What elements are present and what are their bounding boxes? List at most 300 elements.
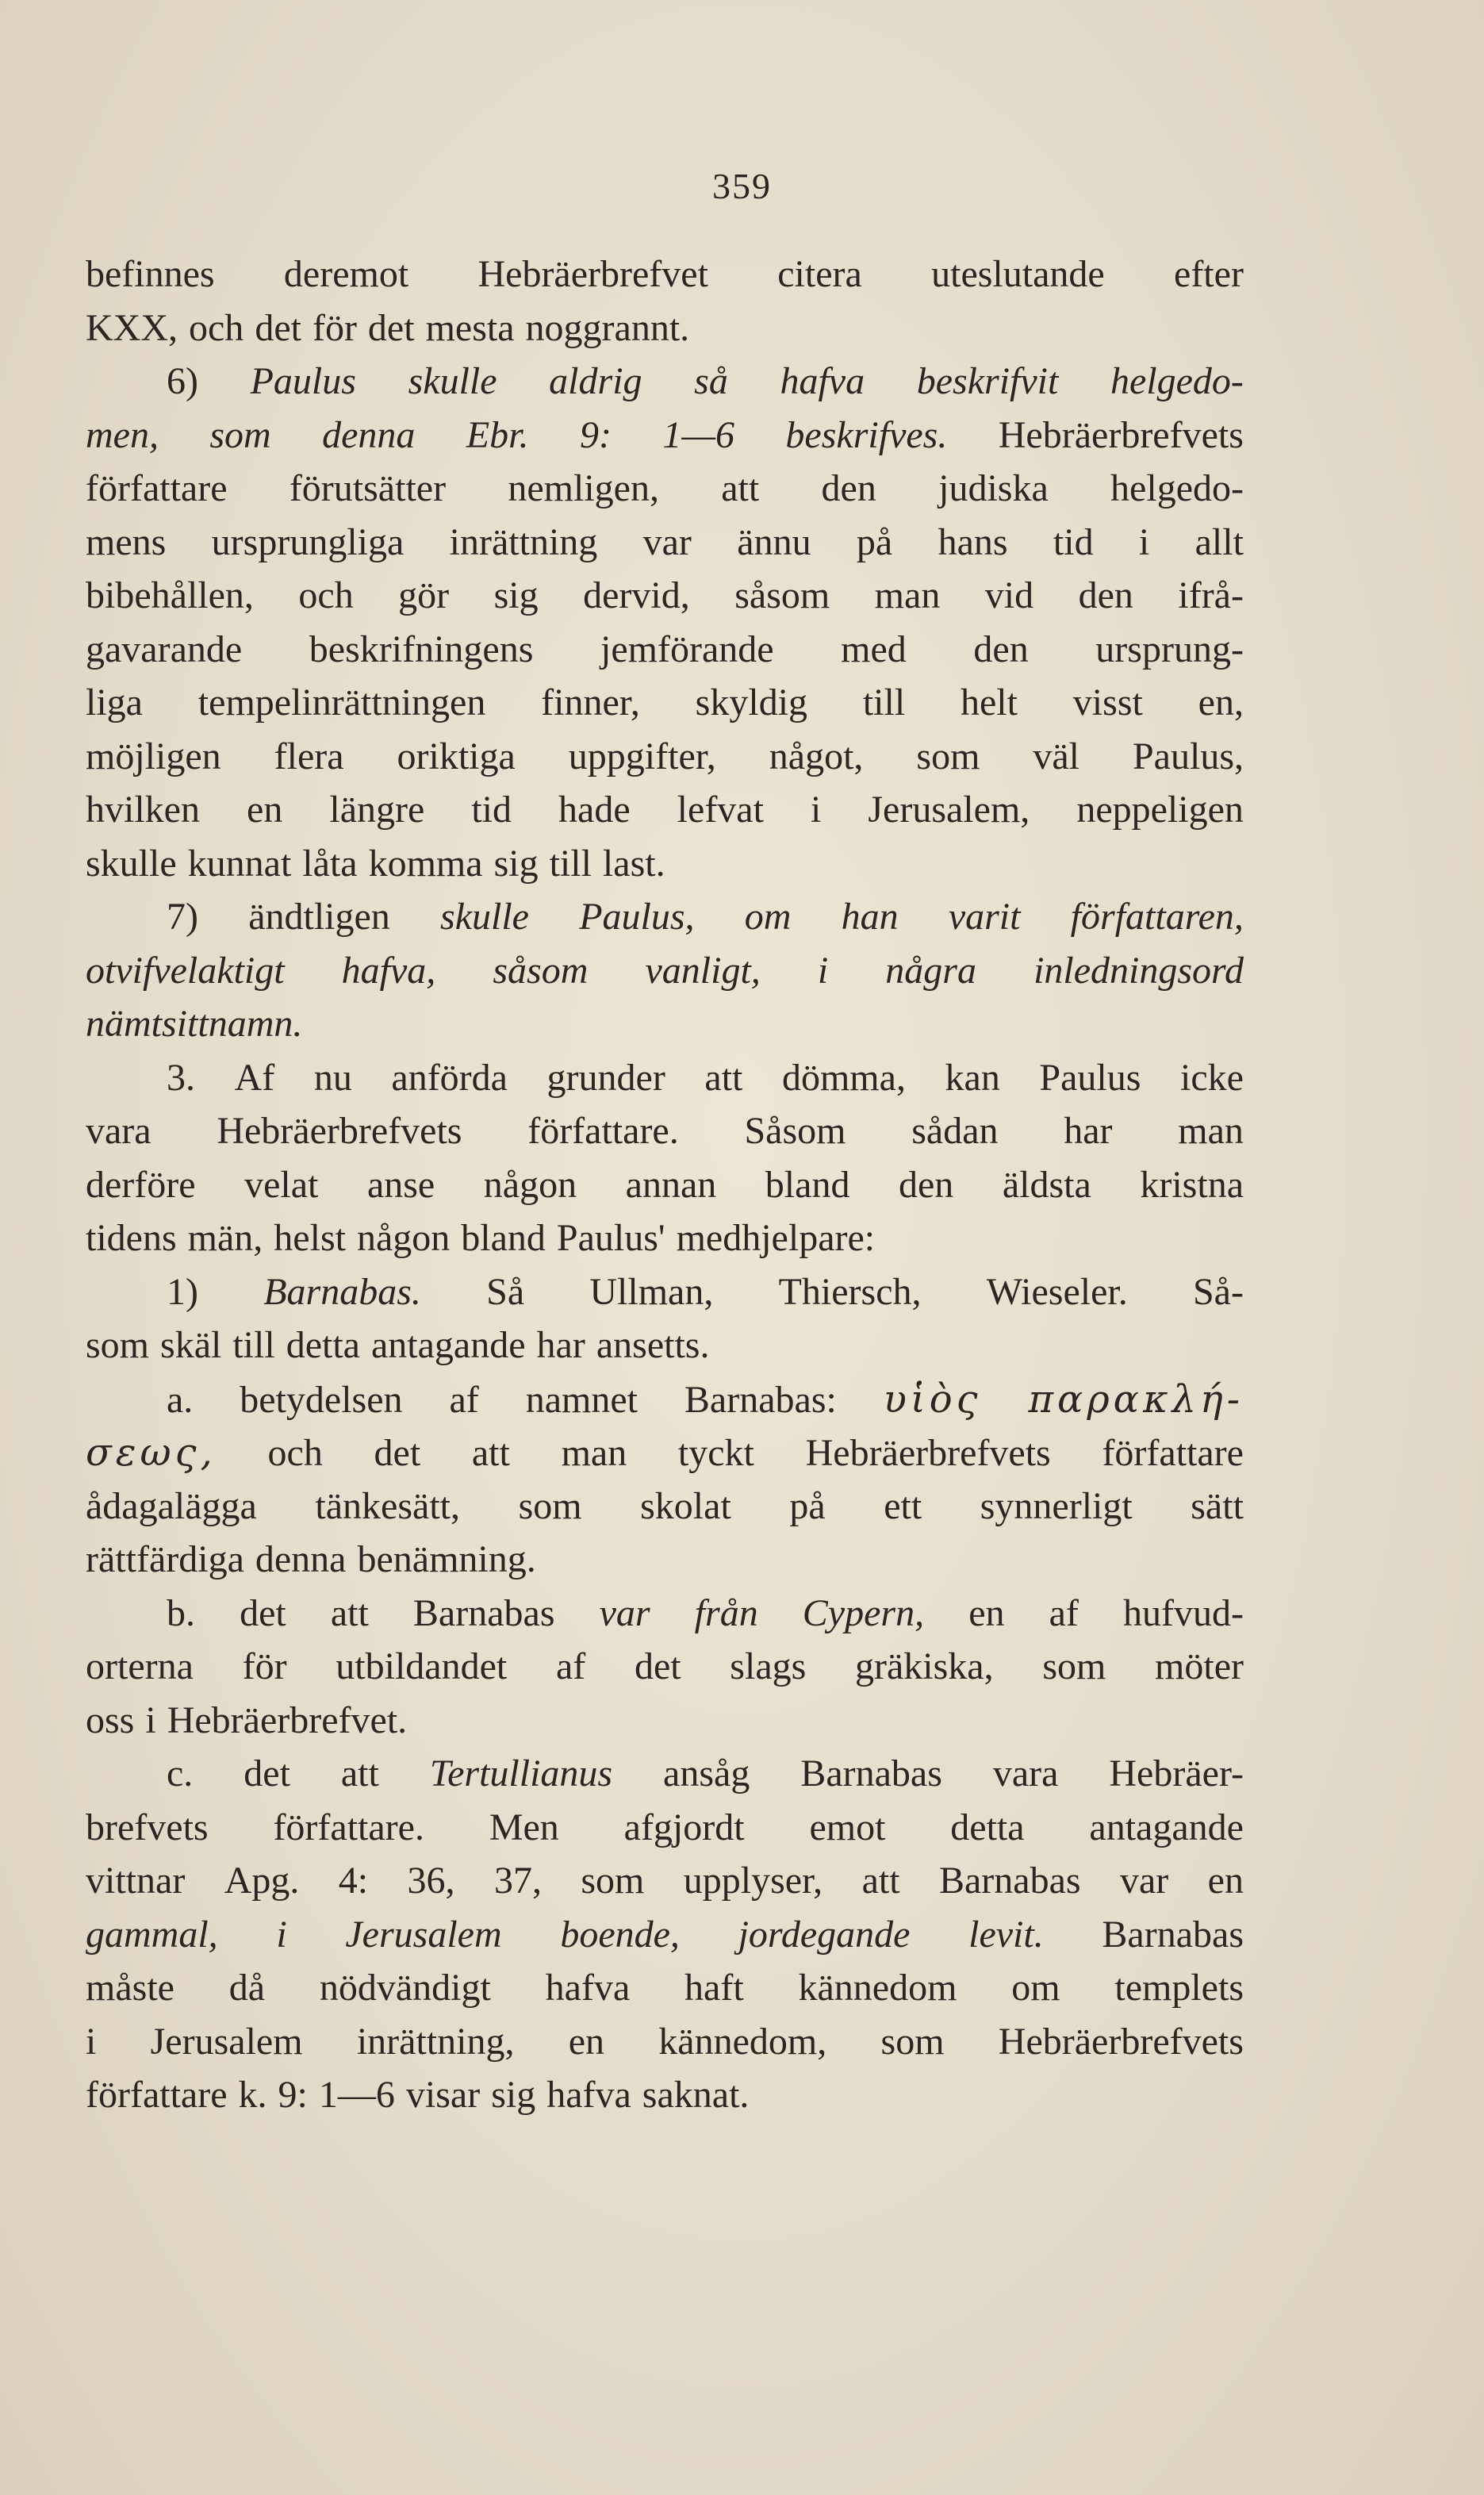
word: bland [461, 1217, 546, 1259]
word: upplyser, [683, 1860, 823, 1902]
word: denna [255, 1538, 347, 1580]
word: man [874, 574, 941, 616]
word: medhjelpare: [676, 1217, 876, 1259]
word: författare [86, 467, 228, 509]
word: som [916, 735, 980, 777]
word: som [86, 1324, 150, 1366]
italic-word: vanligt, [645, 949, 761, 992]
italic-word: beskrifves. [785, 413, 948, 456]
italic-word: inledningsord [1033, 949, 1244, 992]
word: ansetts. [596, 1324, 710, 1366]
word: kunnat [187, 842, 292, 885]
text-line [86, 1966, 1244, 2020]
word: män, [187, 1217, 263, 1259]
word: Jerusalem, [868, 789, 1030, 831]
word: vid [984, 574, 1034, 616]
word: till [549, 842, 592, 885]
word: brefvets [86, 1806, 209, 1848]
word: ifrå- [1178, 574, 1244, 616]
word: af [555, 1645, 586, 1687]
word: dervid, [583, 574, 690, 616]
word: 36, [407, 1860, 455, 1902]
word: Ullman, [589, 1270, 714, 1313]
italic-word: beskrifvit [916, 360, 1059, 402]
word: för [242, 1645, 287, 1687]
word: om [1011, 1967, 1060, 2009]
word: komma [368, 842, 483, 885]
word: inrättning [449, 520, 598, 563]
word: den [1078, 574, 1133, 616]
word: som [1042, 1645, 1106, 1687]
word: längre [329, 789, 425, 831]
word: Hebräerbrefvets [998, 413, 1244, 456]
word: det [634, 1645, 681, 1687]
word: gavarande [86, 628, 243, 670]
text-line [86, 252, 1244, 306]
word: då [228, 1967, 266, 2009]
word: att [471, 1432, 510, 1474]
word: derföre [86, 1163, 196, 1206]
word: Hebräerbrefvet. [167, 1699, 408, 1741]
word: betydelsen [240, 1378, 403, 1421]
word: såsom [734, 574, 830, 616]
word: sig [493, 574, 539, 616]
word: en [968, 1591, 1005, 1634]
word: tyckt [677, 1432, 754, 1474]
text-line [86, 1377, 1244, 1431]
word: Paulus' [556, 1217, 665, 1259]
word: för [312, 306, 357, 349]
word: befinnes [86, 253, 215, 295]
word: 9: [278, 2074, 308, 2116]
italic-word: namn. [208, 1003, 303, 1045]
word: författare [86, 2074, 228, 2116]
italic-word: helgedo- [1110, 360, 1244, 402]
text-line [86, 628, 1244, 681]
text-line [86, 466, 1244, 520]
word: kan [945, 1056, 1000, 1099]
word: någon [356, 1217, 451, 1259]
word: vara [992, 1752, 1059, 1794]
word: kännedom, [658, 2020, 827, 2063]
word: tid [1053, 520, 1094, 563]
italic-word: författaren, [1070, 896, 1244, 938]
word: att [330, 1591, 369, 1634]
word: anförda [391, 1056, 508, 1099]
word: Hebräer- [1109, 1752, 1244, 1794]
word: hvilken [86, 789, 200, 831]
word: detta [286, 1324, 360, 1366]
italic-word: såsom [493, 949, 589, 992]
word: Barnabas: [684, 1378, 837, 1421]
word: 7) [167, 896, 198, 938]
word: en [568, 2020, 605, 2063]
italic-word: Barnabas. [263, 1270, 421, 1313]
word: hafva [546, 2074, 631, 2116]
italic-word: från [694, 1591, 758, 1634]
text-line [86, 1806, 1244, 1860]
word: hans [938, 520, 1008, 563]
word: velat [244, 1163, 319, 1206]
word: var [642, 520, 692, 563]
word: emot [809, 1806, 886, 1848]
word: liga [86, 681, 143, 724]
word: att [861, 1860, 900, 1902]
greek-word: παρακλή- [1028, 1376, 1244, 1422]
word: haft [684, 1967, 744, 2009]
text-line [86, 1913, 1244, 1967]
word: oriktiga [397, 735, 516, 777]
word: som [880, 2020, 945, 2063]
word: på [789, 1484, 826, 1527]
word: Paulus [1039, 1056, 1141, 1099]
text-line [86, 1163, 1244, 1217]
word: 37, [493, 1860, 542, 1902]
word: den [898, 1163, 954, 1206]
word: ansåg [663, 1752, 750, 1794]
italic-word: i [817, 949, 829, 992]
word: Barnabas [1102, 1913, 1244, 1956]
italic-word: var [599, 1591, 650, 1634]
word: Af [234, 1056, 275, 1099]
greek-word: υἱὸς [883, 1376, 982, 1422]
word: efter [1174, 253, 1244, 295]
italic-word: skulle [440, 896, 529, 938]
word: Barnabas [412, 1591, 555, 1634]
word: orterna [86, 1645, 194, 1687]
word: utbildandet [336, 1645, 508, 1687]
word: det [243, 1752, 290, 1794]
word: af [1049, 1591, 1079, 1634]
word: 3. [167, 1056, 195, 1099]
word: den [973, 628, 1029, 670]
word: förutsätter [289, 467, 447, 509]
word: har [536, 1324, 585, 1366]
word: ändtligen [248, 896, 390, 938]
word: lefvat [677, 789, 764, 831]
word: Thiersch, [778, 1270, 922, 1313]
word: 6) [167, 360, 198, 402]
word: c. [167, 1752, 194, 1794]
word: Wieseler. [986, 1270, 1128, 1313]
word: till [232, 1324, 275, 1366]
word: nu [313, 1056, 352, 1099]
word: uppgifter, [568, 735, 716, 777]
word: judiska [938, 467, 1049, 509]
word: hufvud- [1122, 1591, 1244, 1634]
word: en [1207, 1860, 1244, 1902]
word: 1—6 [318, 2074, 395, 2116]
word: tid [471, 789, 512, 831]
word: beskrifningens [309, 628, 534, 670]
word: k. [238, 2074, 267, 2116]
word: flera [274, 735, 344, 777]
text-line [86, 1645, 1244, 1699]
text-line [86, 1323, 1244, 1377]
word: saknat. [642, 2074, 750, 2116]
text-line [86, 413, 1244, 467]
word: antagande [1089, 1806, 1244, 1848]
text-line [86, 1216, 1244, 1270]
word: till [862, 681, 906, 724]
text-line [86, 1056, 1244, 1110]
word: nödvändigt [319, 1967, 491, 2009]
italic-word: han [841, 896, 899, 938]
word: af [449, 1378, 479, 1421]
text-line [86, 1591, 1244, 1645]
body-text [86, 252, 1244, 2127]
word: Hebräerbrefvet [477, 253, 708, 295]
italic-word: skulle [408, 360, 497, 402]
word: skulle [86, 842, 177, 885]
word: tidens [86, 1217, 177, 1259]
word: a. [167, 1378, 194, 1421]
word: skolat [640, 1484, 731, 1527]
word: Hebräerbrefvets [217, 1110, 462, 1152]
word: citera [777, 253, 862, 295]
word: noggrannt. [525, 306, 690, 349]
word: kristna [1140, 1163, 1244, 1206]
italic-word: denna [322, 413, 416, 456]
word: allt [1194, 520, 1244, 563]
text-line [86, 1537, 1244, 1591]
italic-word: 9: [579, 413, 612, 456]
text-line [86, 788, 1244, 842]
word: hafva [545, 1967, 631, 2009]
italic-word: nämt [86, 1003, 162, 1045]
text-line [86, 1109, 1244, 1163]
word: sig [493, 842, 539, 885]
word: annan [625, 1163, 717, 1206]
greek-word: σεως, [86, 1430, 217, 1475]
word: Barnabas [800, 1752, 942, 1794]
word: som [581, 1860, 645, 1902]
word: möter [1155, 1645, 1244, 1687]
word: och [267, 1432, 323, 1474]
italic-word: i [276, 1913, 287, 1956]
word: författare [1102, 1432, 1244, 1474]
text-line [86, 520, 1244, 574]
word: grunder [546, 1056, 665, 1099]
word: var [1119, 1860, 1169, 1902]
text-line [86, 1430, 1244, 1484]
italic-word: boende, [560, 1913, 680, 1956]
text-line [86, 1699, 1244, 1752]
italic-word: Cypern, [802, 1591, 925, 1634]
word: mesta [425, 306, 515, 349]
italic-word: så [694, 360, 728, 402]
word: i [1138, 520, 1150, 563]
italic-word: hafva, [341, 949, 436, 992]
word: inrättning, [356, 2020, 515, 2063]
word: anse [366, 1163, 435, 1206]
word: i [810, 789, 822, 831]
page-number: 359 [712, 166, 772, 206]
word: att [721, 467, 760, 509]
word: bibehållen, [86, 574, 254, 616]
italic-word: Paulus, [579, 896, 695, 938]
word: på [856, 520, 893, 563]
word: låta [302, 842, 358, 885]
word: något, [769, 735, 864, 777]
italic-word: Tertullianus [429, 1752, 613, 1794]
word: det [374, 1432, 421, 1474]
word: väl [1033, 735, 1080, 777]
italic-word: varit [948, 896, 1021, 938]
text-line [86, 2073, 1244, 2127]
word: synnerligt [980, 1484, 1133, 1527]
word: visar [405, 2074, 481, 2116]
word: Paulus, [1132, 735, 1244, 777]
word: Hebräerbrefvets [805, 1432, 1051, 1474]
text-line [86, 2020, 1244, 2074]
text-line [86, 949, 1244, 1003]
word: ursprungliga [211, 520, 405, 563]
word: skyldig [695, 681, 808, 724]
word: det [367, 306, 415, 349]
word: vara [86, 1110, 151, 1152]
word: 1) [167, 1270, 198, 1313]
word: med [841, 628, 907, 670]
word: man [561, 1432, 627, 1474]
italic-word: jordegande [738, 1913, 911, 1956]
word: att [340, 1752, 379, 1794]
italic-word: Paulus [250, 360, 356, 402]
word: jemförande [600, 628, 774, 670]
word: författare. [273, 1806, 424, 1848]
word: b. [167, 1591, 195, 1634]
word: Så [486, 1270, 525, 1313]
word: Barnabas [938, 1860, 1081, 1902]
word: KXX, [86, 306, 178, 349]
word: har [1064, 1110, 1113, 1152]
text-line [86, 359, 1244, 413]
word: rättfärdiga [86, 1538, 244, 1580]
word: ett [884, 1484, 922, 1527]
word: Jerusalem [150, 2020, 303, 2063]
word: bland [765, 1163, 850, 1206]
text-line [86, 1859, 1244, 1913]
word: nemligen, [508, 467, 659, 509]
word: möjligen [86, 735, 221, 777]
word: vittnar [86, 1860, 186, 1902]
word: och [298, 574, 354, 616]
word: antagande [370, 1324, 526, 1366]
word: den [821, 467, 876, 509]
word: deremot [283, 253, 409, 295]
italic-word: gammal, [86, 1913, 218, 1956]
italic-word: hafva [780, 360, 865, 402]
italic-word: Ebr. [466, 413, 529, 456]
word: templets [1114, 1967, 1244, 2009]
word: visst [1072, 681, 1143, 724]
word: Såsom [744, 1110, 846, 1152]
word: äldsta [1002, 1163, 1091, 1206]
italic-word: Jerusalem [345, 1913, 502, 1956]
word: helt [961, 681, 1018, 724]
word: Så- [1192, 1270, 1244, 1313]
word: last. [602, 842, 665, 885]
word: tempelinrättningen [197, 681, 486, 724]
word: sätt [1191, 1484, 1244, 1527]
word: detta [950, 1806, 1025, 1848]
word: Hebräerbrefvets [998, 2020, 1244, 2063]
word: namnet [525, 1378, 638, 1421]
word: 4: [338, 1860, 369, 1902]
word: Men [489, 1806, 559, 1848]
word: gräkiska, [855, 1645, 994, 1687]
word: oss [86, 1699, 135, 1741]
italic-word: men, [86, 413, 159, 456]
text-line [86, 735, 1244, 789]
italic-word: sitt [162, 1003, 209, 1045]
italic-word: 1—6 [662, 413, 735, 456]
italic-word: om [744, 896, 792, 938]
word: man [1178, 1110, 1244, 1152]
text-line [86, 895, 1244, 949]
text-line [86, 842, 1244, 896]
text-line [86, 1484, 1244, 1538]
word: slags [730, 1645, 807, 1687]
word: gör [398, 574, 450, 616]
word: i [86, 2020, 97, 2063]
word: någon [483, 1163, 577, 1206]
word: mens [86, 520, 167, 563]
italic-word: aldrig [549, 360, 642, 402]
italic-word: otvifvelaktigt [86, 949, 285, 992]
italic-word: som [209, 413, 271, 456]
text-line [86, 574, 1244, 628]
word: ådagalägga [86, 1484, 257, 1527]
word: författare. [527, 1110, 679, 1152]
word: måste [86, 1967, 174, 2009]
word: som [518, 1484, 582, 1527]
word: sig [491, 2074, 536, 2116]
text-line [86, 1270, 1244, 1324]
word: sådan [911, 1110, 999, 1152]
word: afgjordt [623, 1806, 745, 1848]
word: icke [1180, 1056, 1244, 1099]
italic-word: några [885, 949, 976, 992]
word: uteslutande [931, 253, 1105, 295]
word: det [240, 1591, 286, 1634]
word: och [189, 306, 244, 349]
word: en, [1198, 681, 1244, 724]
word: ännu [737, 520, 811, 563]
text-line [86, 306, 1244, 360]
word: Apg. [224, 1860, 300, 1902]
word: finner, [541, 681, 640, 724]
word: tänkesätt, [315, 1484, 461, 1527]
word: neppeligen [1076, 789, 1244, 831]
word: ursprung- [1095, 628, 1244, 670]
text-line [86, 1752, 1244, 1806]
word: det [255, 306, 301, 349]
word: en [247, 789, 283, 831]
word: i [145, 1699, 156, 1741]
word: hade [558, 789, 631, 831]
word: helgedo- [1110, 467, 1244, 509]
word: helst [274, 1217, 346, 1259]
text-line [86, 681, 1244, 735]
word: skäl [160, 1324, 222, 1366]
word: benämning. [357, 1538, 536, 1580]
italic-word: levit. [968, 1913, 1044, 1956]
word: att [704, 1056, 743, 1099]
word: kännedom [798, 1967, 957, 2009]
word: dömma, [781, 1056, 906, 1099]
text-line [86, 1002, 1244, 1056]
